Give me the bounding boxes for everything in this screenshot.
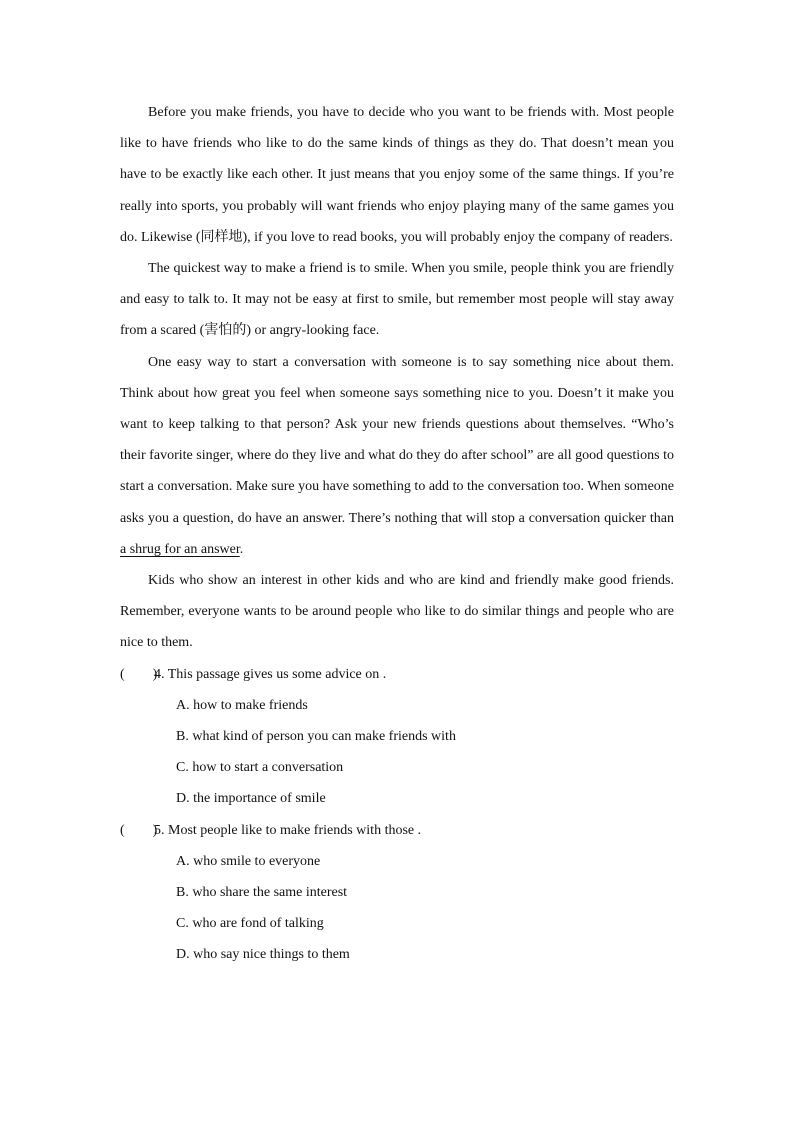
- question-5: [120, 815, 674, 971]
- question-4: [120, 659, 674, 815]
- passage-paragraph-4: Kids who show an interest in other kids and who are kind and friendly make good friends. Remember, everyone wants to be around people who like to do similar things and people who are nice to them.: [120, 573, 674, 651]
- option-d: D. who say nice things to them: [176, 947, 350, 963]
- option-c: C. who are fond of talking: [176, 916, 324, 932]
- underlined-phrase: a shrug for an answer: [120, 541, 240, 557]
- question-4-stem: 4. This passage gives us some advice on .: [154, 666, 387, 682]
- question-5-options: [120, 846, 674, 971]
- passage-paragraph-1: Before you make friends, you have to decide who you want to be friends with. Most people like to have friends who like to do the same kinds of things as they do. That doesn’t mean you have to be exactly like each other. It just means that you enjoy some of the same things. If you’re really into sports, you probably will want friends who enjoy playing many of the same games you do. Likewise (同样地), if you love to read books, you will probably enjoy the company of readers.: [120, 105, 674, 245]
- question-4-options: [120, 690, 674, 815]
- question-4-stem-line: [120, 659, 674, 690]
- option-a: A. how to make friends: [176, 697, 308, 713]
- paragraph-3-text: One easy way to start a conversation with someone is to say something nice about them. Think about how great you feel when someone says something nice to you. Doesn’t it make you want to keep talking to that person? Ask your new friends questions about themselves. “Who’s their favorite singer, where do they live and what do they do after school” are all good questions to start a conversation. Make sure you have something to add to the conversation too. When someone asks you a question, do have an answer. There’s nothing that will stop a conversation quicker than: [120, 354, 674, 526]
- paragraph-3-end: .: [239, 541, 244, 557]
- option-b: B. what kind of person you can make friends with: [176, 729, 456, 745]
- answer-blank: ( ): [120, 822, 158, 838]
- answer-blank: ( ): [120, 666, 158, 682]
- option-a: A. who smile to everyone: [176, 853, 321, 869]
- question-5-stem-line: [120, 815, 674, 846]
- option-b: B. who share the same interest: [176, 885, 348, 901]
- passage-paragraph-3: [120, 347, 674, 565]
- option-c: C. how to start a conversation: [176, 760, 344, 776]
- question-5-stem: 5. Most people like to make friends with those .: [154, 822, 422, 838]
- passage-paragraph-2: The quickest way to make a friend is to smile. When you smile, people think you are friendly and easy to talk to. It may not be easy at first to smile, but remember most people will stay away from a scared (害怕的) or angry-looking face.: [120, 261, 674, 339]
- document-page: [120, 97, 674, 971]
- option-d: D. the importance of smile: [176, 791, 326, 807]
